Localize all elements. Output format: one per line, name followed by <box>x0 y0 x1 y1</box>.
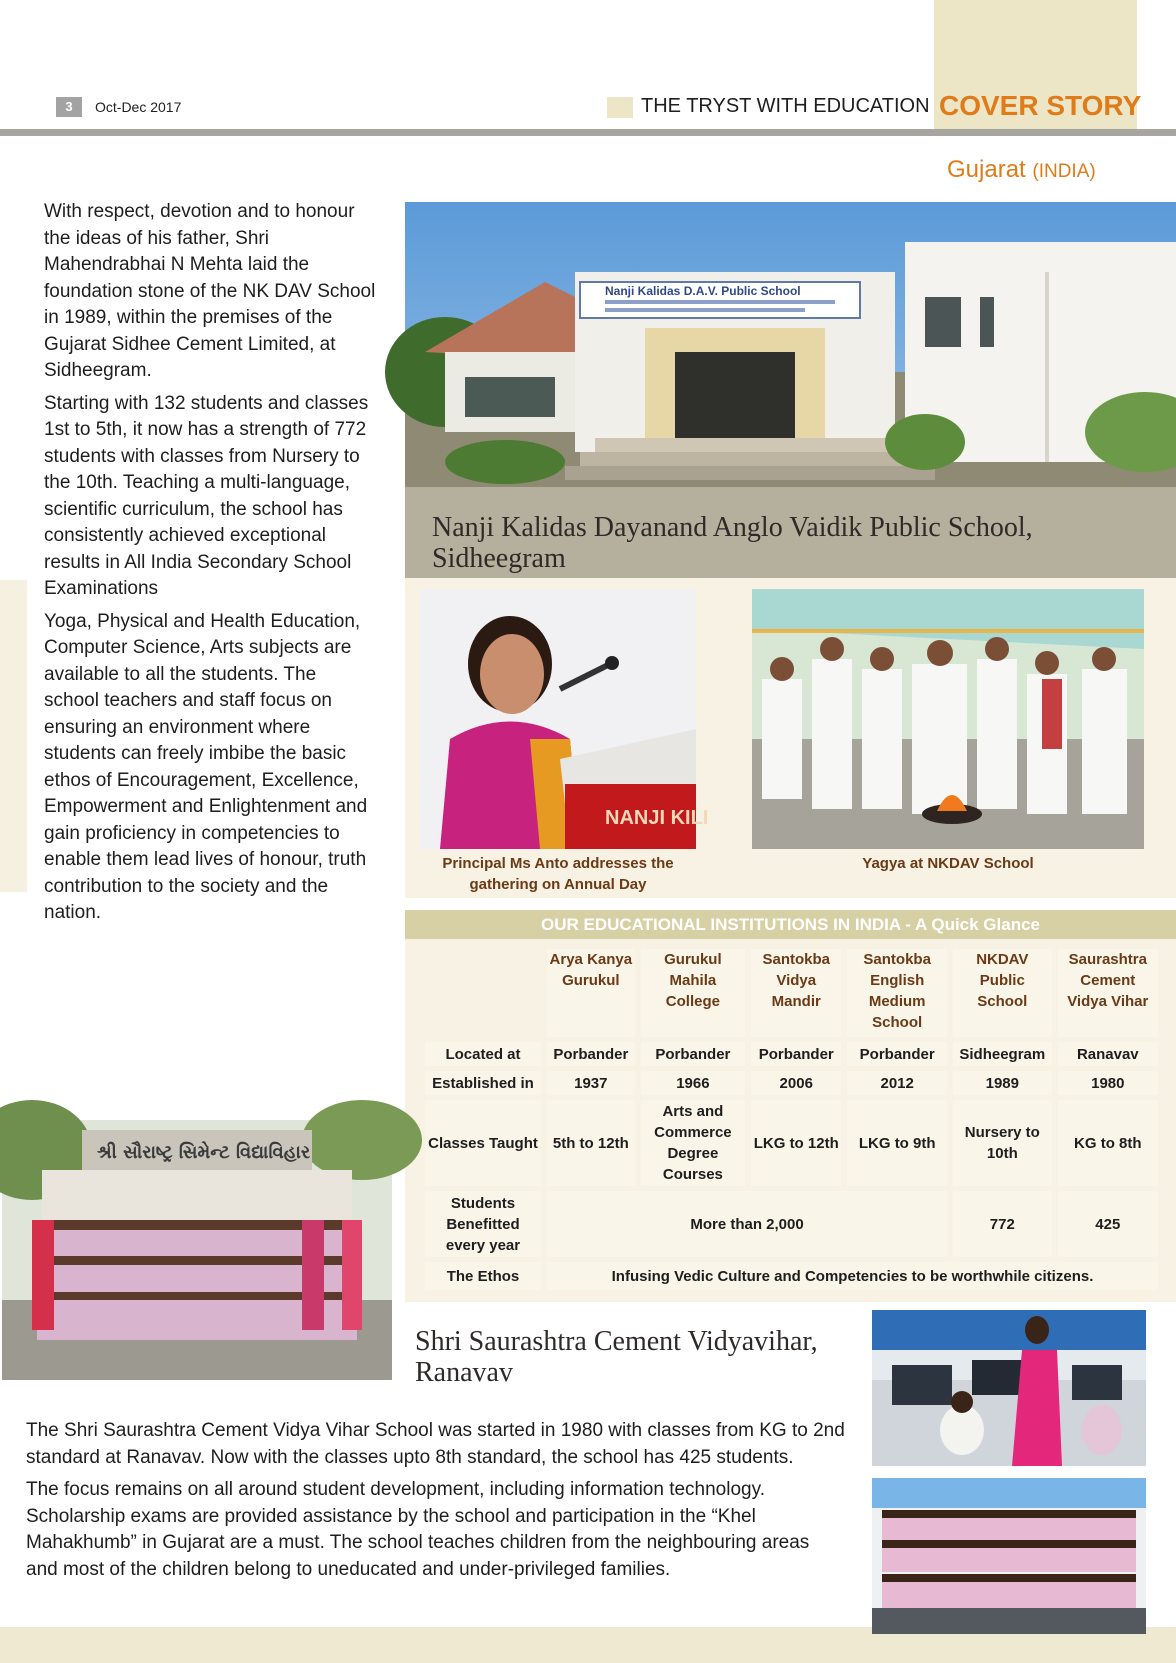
second-school-text <box>26 1418 846 1589</box>
column-header: Gurukul Mahila College <box>641 949 746 1037</box>
region-heading <box>947 156 1096 184</box>
table-row <box>425 1100 1158 1186</box>
row-label: Students Benefitted every year <box>425 1191 541 1257</box>
classroom-photo <box>872 1478 1146 1634</box>
table-corner-cell <box>425 949 541 1037</box>
column-header: Santokba Vidya Mandir <box>751 949 841 1037</box>
column-header: Saurashtra Cement Vidya Vihar <box>1058 949 1158 1037</box>
intro-text <box>44 199 376 933</box>
intro-paragraph: With respect, devotion and to honour the ideas of his father, Shri Mahendrabhai N Mehta laid the foundation stone of the NK DAV School in 1989, within the premises of the Gujarat Sidhee Cement Limited, at Sidheegram. <box>44 201 376 381</box>
region-country: (INDIA) <box>1032 161 1096 182</box>
table-cell: 425 <box>1058 1191 1158 1257</box>
table-cell: 2012 <box>847 1071 947 1095</box>
group-photo <box>2 1120 392 1380</box>
table-cell: Porbander <box>751 1042 841 1066</box>
school-signboard: Nanji Kalidas D.A.V. Public School <box>605 284 801 298</box>
story-tag: COVER STORY <box>939 90 1142 121</box>
table-cell: Sidheegram <box>953 1042 1052 1066</box>
table-row <box>425 1042 1158 1066</box>
table-cell: Porbander <box>547 1042 635 1066</box>
table-row <box>425 1191 1158 1257</box>
row-label: Located at <box>425 1042 541 1066</box>
column-header: NKDAV Public School <box>953 949 1052 1037</box>
table-cell: More than 2,000 <box>547 1191 947 1257</box>
row-label: Classes Taught <box>425 1100 541 1186</box>
row-label: The Ethos <box>425 1262 541 1290</box>
school-gate-sign: શ્રી સૌરાષ્ટ્ર સિમેન્ટ વિદ્યાવિહાર <box>97 1142 311 1163</box>
table-cell: 2006 <box>751 1071 841 1095</box>
region-name: Gujarat <box>947 156 1026 183</box>
table-cell: Infusing Vedic Culture and Competencies to be worthwhile citizens. <box>547 1262 1158 1290</box>
table-header-row <box>425 949 1158 1037</box>
table-cell: 1937 <box>547 1071 635 1095</box>
table-cell: Porbander <box>641 1042 746 1066</box>
table-title: OUR EDUCATIONAL INSTITUTIONS IN INDIA - A Quick Glance <box>405 910 1176 939</box>
podium-banner-text: NANJI KILI <box>605 807 709 829</box>
header-square <box>607 97 633 118</box>
institutions-grid <box>419 944 1164 1295</box>
row-label: Established in <box>425 1071 541 1095</box>
table-cell: LKG to 9th <box>847 1100 947 1186</box>
table-cell: LKG to 12th <box>751 1100 841 1186</box>
principal-photo-caption: Principal Ms Anto addresses the gathering on Annual Day <box>442 855 674 893</box>
yagya-photo <box>752 589 1144 849</box>
intro-paragraph: Starting with 132 students and classes 1st to 5th, it now has a strength of 772 students with classes from Nursery to the 10th. Teaching a multi-language, scientific curriculum, the school has consistently achieved exceptional results in All India Secondary School Examinations <box>44 392 369 599</box>
page-number: 3 <box>56 97 82 117</box>
table-cell: KG to 8th <box>1058 1100 1158 1186</box>
column-header: Arya Kanya Gurukul <box>547 949 635 1037</box>
table-cell: 1966 <box>641 1071 746 1095</box>
outro-paragraph: The Shri Saurashtra Cement Vidya Vihar School was started in 1980 with classes from KG to 2nd standard at Ranavav. Now with the classes upto 8th standard, the school has 425 students. <box>26 1420 845 1468</box>
table-row <box>425 1071 1158 1095</box>
second-school-title: Shri Saurashtra Cement Vidyavihar, Ranavav <box>415 1326 818 1388</box>
table-row <box>425 1262 1158 1290</box>
principal-photo <box>420 589 709 849</box>
table-cell: Ranavav <box>1058 1042 1158 1066</box>
header-rule <box>0 129 1176 136</box>
column-header: Santokba English Medium School <box>847 949 947 1037</box>
yagya-photo-caption: Yagya at NKDAV School <box>862 855 1034 872</box>
table-cell: Porbander <box>847 1042 947 1066</box>
table-cell: 1989 <box>953 1071 1052 1095</box>
table-cell: Arts and Commerce Degree Courses <box>641 1100 746 1186</box>
table-cell: 772 <box>953 1191 1052 1257</box>
section-title: THE TRYST WITH EDUCATION <box>641 95 930 117</box>
issue-date: Oct-Dec 2017 <box>95 99 182 115</box>
intro-paragraph: Yoga, Physical and Health Education, Computer Science, Arts subjects are available to all the students. The school teachers and staff focus on ensuring an environment where students can freely imbibe the basic ethos of Encouragement, Excellence, Empowerment and Enlightenment and gain proficiency in competencies to enable them lead lives of honour, truth contribution to the society and the nation. <box>44 610 368 923</box>
table-cell: 5th to 12th <box>547 1100 635 1186</box>
outro-paragraph: The focus remains on all around student development, including information technology. Scholarship exams are provided assistance by the school and participation in the “Khel Mahakhumb” in Gujarat are a must. The school teaches children from the neighbouring areas and most of the children belong to uneducated and under-privileged families. <box>26 1479 810 1580</box>
table-cell: 1980 <box>1058 1071 1158 1095</box>
institutions-table <box>405 910 1176 1302</box>
school-photo-caption: Nanji Kalidas Dayanand Anglo Vaidik Public School, Sidheegram <box>432 512 1033 574</box>
table-cell: Nursery to 10th <box>953 1100 1052 1186</box>
left-decor-strip <box>0 580 27 892</box>
computer-lab-photo <box>872 1310 1146 1466</box>
